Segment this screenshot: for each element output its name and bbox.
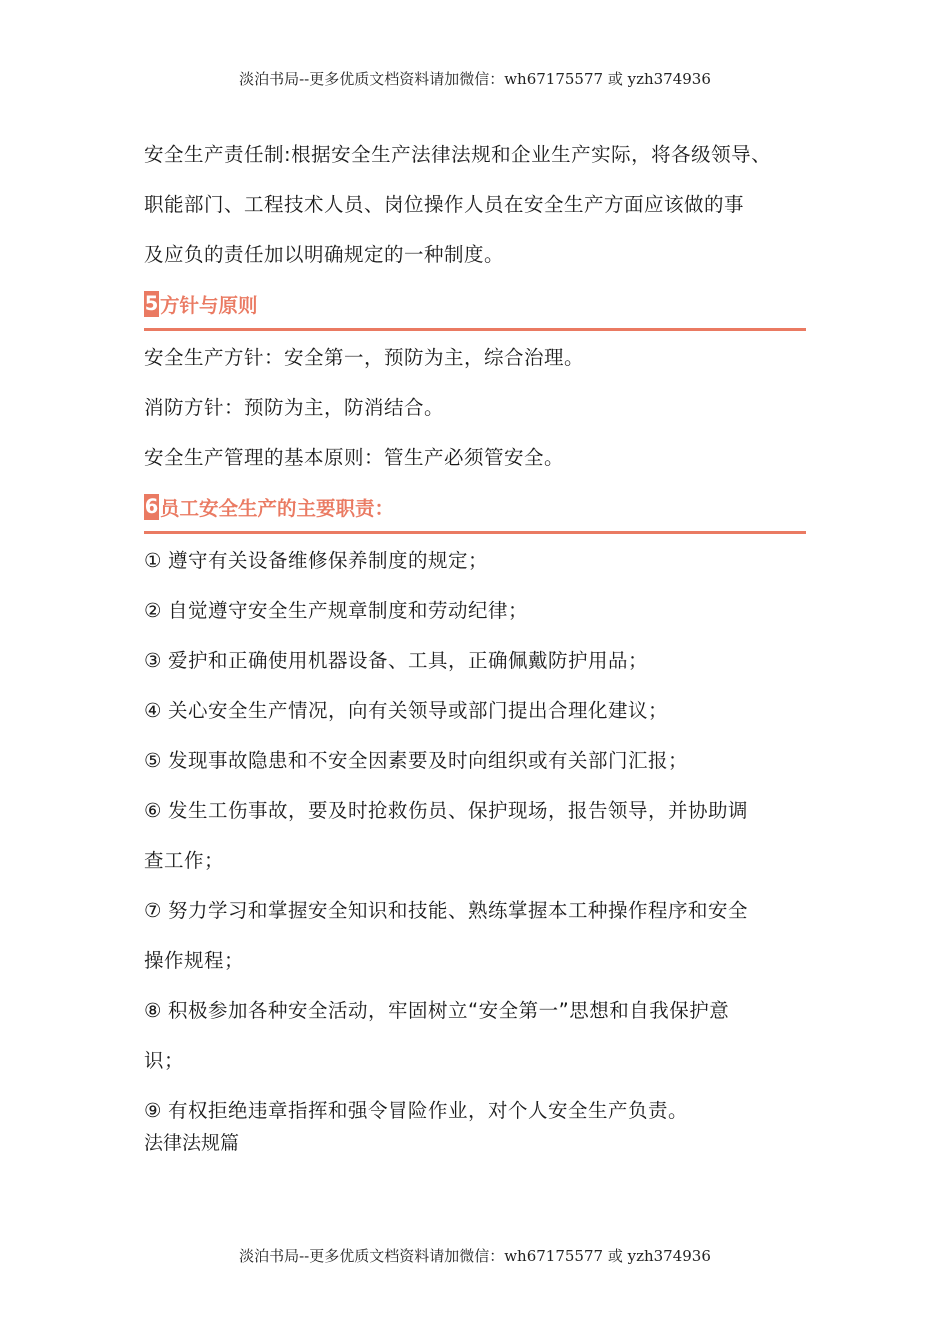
policy-line: 安全生产管理的基本原则：管生产必须管安全。 [144, 446, 565, 469]
item-text: 努力学习和掌握安全知识和技能、熟练掌握本工种操作程序和安全 [167, 899, 748, 922]
duty-item-continuation: 操作规程； [144, 949, 245, 972]
duty-item-continuation: 识； [144, 1049, 185, 1072]
duty-item [144, 586, 808, 636]
section-heading-5 [144, 290, 808, 318]
duty-item [144, 986, 808, 1036]
item-text: 遵守有关设备维修保养制度的规定； [167, 549, 488, 572]
item-marker: ② [144, 599, 162, 622]
item-marker: ⑤ [144, 749, 162, 772]
duty-item [144, 886, 808, 936]
page-footer: 淡泊书局--更多优质文档资料请加微信：wh67175577 或 yzh374936 [239, 1247, 711, 1265]
document-body [144, 130, 808, 1155]
policy-line: 消防方针：预防为主，防消结合。 [144, 396, 445, 419]
chapter-label: 法律法规篇 [144, 1132, 240, 1154]
policy-line: 安全生产方针：安全第一，预防为主，综合治理。 [144, 346, 585, 369]
section-number: 5 [144, 292, 159, 315]
intro-line: 及应负的责任加以明确规定的一种制度。 [144, 243, 505, 266]
section-title: 方针与原则 [160, 294, 258, 317]
item-marker: ① [144, 549, 162, 572]
section-title: 员工安全生产的主要职责： [160, 497, 395, 520]
item-text: 积极参加各种安全活动，牢固树立“安全第一”思想和自我保护意 [167, 999, 730, 1022]
item-text: 关心安全生产情况，向有关领导或部门提出合理化建议； [167, 699, 668, 722]
section-heading-6 [144, 493, 808, 521]
item-marker: ⑨ [144, 1099, 162, 1122]
duty-item [144, 736, 808, 786]
duty-item [144, 536, 808, 586]
item-text: 发现事故隐患和不安全因素要及时向组织或有关部门汇报； [167, 749, 688, 772]
page-header: 淡泊书局--更多优质文档资料请加微信：wh67175577 或 yzh374936 [239, 70, 711, 88]
item-text: 爱护和正确使用机器设备、工具，正确佩戴防护用品； [167, 649, 648, 672]
item-text: 自觉遵守安全生产规章制度和劳动纪律； [167, 599, 528, 622]
section-divider [144, 328, 806, 331]
section-number: 6 [144, 495, 159, 518]
duty-item [144, 686, 808, 736]
item-marker: ⑧ [144, 999, 162, 1022]
item-marker: ③ [144, 649, 162, 672]
item-text: 有权拒绝违章指挥和强令冒险作业，对个人安全生产负责。 [167, 1099, 688, 1122]
duty-item-continuation: 查工作； [144, 849, 225, 872]
item-marker: ⑦ [144, 899, 162, 922]
intro-line: 安全生产责任制:根据安全生产法律法规和企业生产实际，将各级领导、 [144, 143, 772, 166]
duty-item [144, 636, 808, 686]
section-divider [144, 531, 806, 534]
item-marker: ⑥ [144, 799, 162, 822]
duty-item [144, 786, 808, 836]
item-text: 发生工伤事故，要及时抢救伤员、保护现场，报告领导，并协助调 [167, 799, 748, 822]
intro-line: 职能部门、工程技术人员、岗位操作人员在安全生产方面应该做的事 [144, 193, 745, 216]
item-marker: ④ [144, 699, 162, 722]
